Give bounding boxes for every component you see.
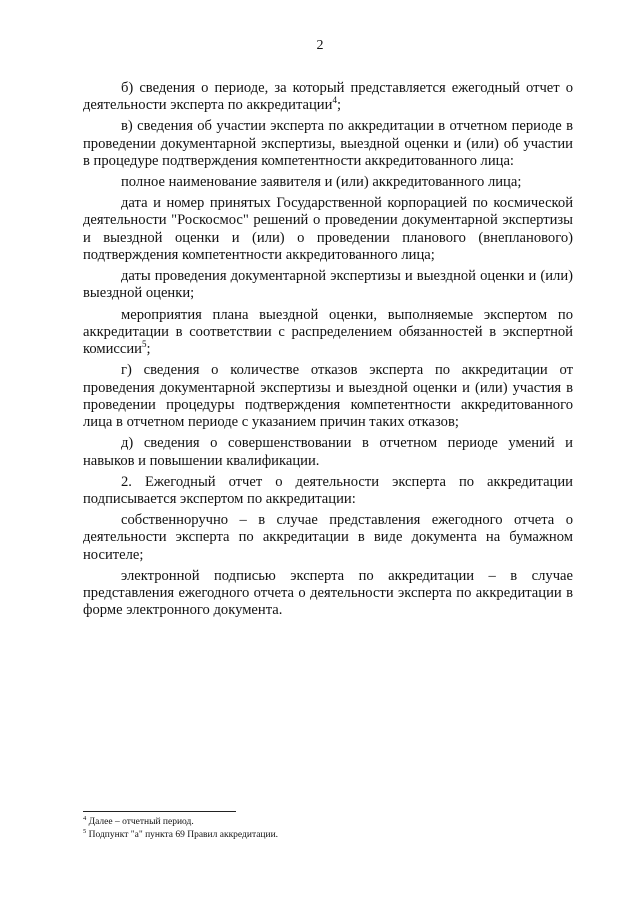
- paragraph-handwritten: собственноручно – в случае представления ежегодного отчета о деятельности эксперта по аккредитации в виде документа на бумажном носителе;: [83, 512, 573, 563]
- paragraph-b: б) сведения о периоде, за который представляется ежегодный отчет о деятельности эксперта по аккредитации$^4$;: [83, 80, 573, 114]
- page-number: 2: [316, 38, 324, 53]
- paragraph-g: г) сведения о количестве отказов эксперта по аккредитации от проведения документарной экспертизы и выездной оценки и (или) участия в проведении процедуры подтверждения компетентности аккредитованного лица в отчетном периоде с указанием причин таких отказов;: [83, 362, 573, 431]
- paragraph-decision-date: дата и номер принятых Государственной корпорацией по космической деятельности "Роскосмос" решений о проведении документарной экспертизы и выездной оценки и (или) о проведении планового (внепланового) подтверждения компетентности аккредитованного лица;: [83, 195, 573, 264]
- paragraph-2: 2. Ежегодный отчет о деятельности эксперта по аккредитации подписывается экспертом по аккредитации:: [83, 473, 573, 507]
- footnote-ref-4: 4: [332, 95, 337, 106]
- document-body: [83, 80, 573, 623]
- footnote-5: $^5$ Подпункт "а" пункта 69 Правил аккредитации.: [83, 827, 279, 840]
- footnote-ref-5: 5: [142, 339, 147, 350]
- paragraph-expertise-dates: даты проведения документарной экспертизы и выездной оценки и (или) выездной оценки;: [83, 268, 573, 302]
- paragraph-applicant-name: полное наименование заявителя и (или) аккредитованного лица;: [121, 174, 522, 191]
- footnote-4: $^4$ Далее – отчетный период.: [83, 814, 194, 827]
- paragraph-d: д) сведения о совершенствовании в отчетном периоде умений и навыков и повышении квалификации.: [83, 435, 573, 469]
- paragraph-electronic: электронной подписью эксперта по аккредитации – в случае представления ежегодного отчета о деятельности эксперта по аккредитации в форме электронного документа.: [83, 567, 573, 619]
- footnotes: [83, 816, 563, 841]
- footnote-divider: [83, 811, 236, 812]
- paragraph-plan-activities: мероприятия плана выездной оценки, выполняемые экспертом по аккредитации в соответствии с распределением обязанностей в экспертной комиссии$^5$;: [83, 306, 573, 358]
- paragraph-v: в) сведения об участии эксперта по аккредитации в отчетном периоде в проведении документарной экспертизы, выездной оценки и (или) об участии в процедуре подтверждения компетентности аккредитованного лица:: [83, 118, 573, 169]
